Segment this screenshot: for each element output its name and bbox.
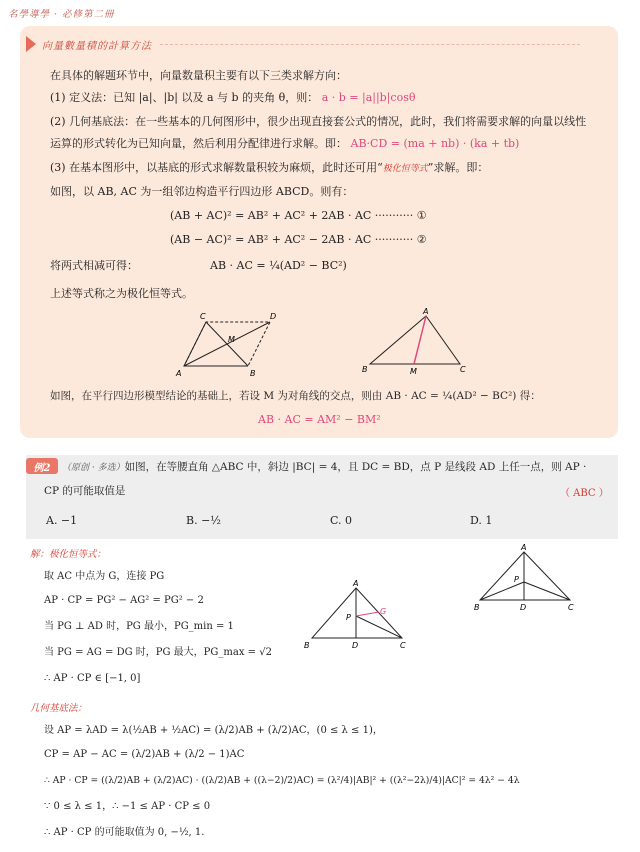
method-7: 如图，在平行四边形模型结论的基础上，若设 M 为对角线的交点，则由 AB · AC = ¼(AD² − BC²) 得： xyxy=(50,390,541,402)
option-b: B. −½ xyxy=(186,514,221,527)
method-4: 如图，以 AB, AC 为一组邻边构造平行四边形 ABCD。则有： xyxy=(50,185,354,198)
diagonal-bc xyxy=(206,322,248,366)
arrow-icon xyxy=(26,36,36,52)
label-b4: B xyxy=(474,603,480,612)
label-b: B xyxy=(250,369,256,378)
label-p3: P xyxy=(346,613,351,622)
solution-line-10: ∴ AP · CP 的可能取值为 0, −½, 1. xyxy=(44,827,205,838)
example-stem-1: （原创 · 多选）如图，在等腰直角 △ABC 中，斜边 |BC| = 4，且 DC = BD，点 P 是线段 AD 上任一点，则 AP · xyxy=(62,461,587,473)
label-g3: G xyxy=(380,607,387,616)
solution-line-2: AP · CP = PG² − AG² = PG² − 2 xyxy=(44,595,204,606)
tag-divider xyxy=(160,44,580,45)
label-c: C xyxy=(200,312,206,321)
label-a2: A xyxy=(423,308,429,316)
method-2a: (2) 几何基底法：在一些基本的几何图形中，很少出现直接套公式的情况，此时，我们将需要求解的向量以线性 xyxy=(50,115,587,128)
label-b2: B xyxy=(362,365,368,374)
label-a3: A xyxy=(353,580,359,588)
solution-line-6: 设 AP = λAD = λ(½AB + ½AC) = (λ/2)AB + (λ/2)AC，(0 ≤ λ ≤ 1)， xyxy=(44,725,383,736)
polarization-term: 极化恒等式 xyxy=(382,164,428,174)
label-m2: M xyxy=(410,367,417,376)
median-am xyxy=(414,316,426,364)
method-2-formula: AB·CD = (ma + nb) · (ka + tb) xyxy=(350,137,520,150)
label-a4: A xyxy=(521,543,527,552)
solution-line-3: 当 PG ⊥ AD 时，PG 最小，PG_min = 1 xyxy=(44,621,234,632)
label-a: A xyxy=(176,369,182,378)
solution-line-5: ∴ AP · CP ∈ [−1, 0] xyxy=(44,673,141,684)
example-answer: （ ABC ） xyxy=(560,488,609,499)
method-5: 将两式相减可得： xyxy=(50,259,138,272)
method-6: 上述等式称之为极化恒等式。 xyxy=(50,287,193,300)
method-tag xyxy=(26,36,580,52)
parallelogram-figure xyxy=(170,310,280,380)
side-ac xyxy=(184,322,206,366)
triangle-abc xyxy=(370,316,460,364)
method-7-formula: AB · AC = AM² − BM² xyxy=(258,413,381,426)
label-c4: C xyxy=(568,603,574,612)
label-d: D xyxy=(270,312,277,321)
method-tag-text: 向量數量積的計算方法 xyxy=(42,40,152,52)
solution-line-8: ∴ AP · CP = ((λ/2)AB + (λ/2)AC) · ((λ/2)AB + ((λ−2)/2)AC) = (λ²/4)|AB|² + ((λ²−2λ)/4)|AC|² = 4λ² − 4λ xyxy=(44,775,520,786)
solution-line-1: 取 AC 中点为 G，连接 PG xyxy=(44,571,165,582)
segment-pc xyxy=(356,616,402,638)
header-title: 名學導學 · 必修第二冊 xyxy=(8,9,115,20)
label-d4: D xyxy=(520,603,527,612)
solution-head-1: 解：极化恒等式： xyxy=(30,549,107,560)
solution-line-4: 当 PG = AG = DG 时，PG 最大，PG_max = √2 xyxy=(44,647,272,658)
triangle-abc-4 xyxy=(480,552,570,600)
segment-bp xyxy=(480,582,524,600)
option-c: C. 0 xyxy=(330,514,353,527)
intro-line: 在具体的解题环节中，向量数量积主要有以下三类求解方向： xyxy=(50,69,347,82)
triangle-figure xyxy=(360,308,470,376)
label-c3: C xyxy=(400,641,406,650)
solution-line-7: CP = AP − AC = (λ/2)AB + (λ/2 − 1)AC xyxy=(44,749,245,760)
equation-1: (AB + AC)² = AB² + AC² + 2AB · AC ··········· ① xyxy=(170,209,427,222)
method-1: (1) 定义法：已知 |a|、|b| 以及 a 与 b 的夹角 θ，则： a · b = |a||b|cosθ xyxy=(50,91,416,104)
segment-pg xyxy=(356,612,379,616)
segment-pc-2 xyxy=(524,582,570,600)
method-3: (3) 在基本图形中，以基底的形式求解数量积较为麻烦，此时还可用“极化恒等式”求解。即： xyxy=(50,161,489,174)
label-m: M xyxy=(228,335,235,344)
solution-figure-1 xyxy=(300,580,412,652)
method-5-formula: AB · AC = ¼(AD² − BC²) xyxy=(210,259,347,272)
solution-line-9: ∵ 0 ≤ λ ≤ 1，∴ −1 ≤ AP · CP ≤ 0 xyxy=(44,801,211,812)
option-d: D. 1 xyxy=(470,514,493,527)
label-d3: D xyxy=(352,641,359,650)
label-b3: B xyxy=(304,641,310,650)
example-stem-2: CP 的可能取值是 xyxy=(44,485,126,497)
equation-2: (AB − AC)² = AB² + AC² − 2AB · AC ··········· ② xyxy=(170,233,427,246)
solution-head-2: 几何基底法： xyxy=(30,703,88,714)
triangle-abc-3 xyxy=(312,588,402,638)
example-label: 例2 xyxy=(26,458,58,474)
label-p4: P xyxy=(514,575,519,584)
method-1-formula: a · b = |a||b|cosθ xyxy=(321,91,416,104)
label-c2: C xyxy=(460,365,466,374)
solution-figure-2 xyxy=(470,542,582,614)
option-a: A. −1 xyxy=(46,514,78,527)
method-2b: 运算的形式转化为已知向量，然后利用分配律进行求解。即： AB·CD = (ma + nb) · (ka + tb) xyxy=(50,137,520,150)
